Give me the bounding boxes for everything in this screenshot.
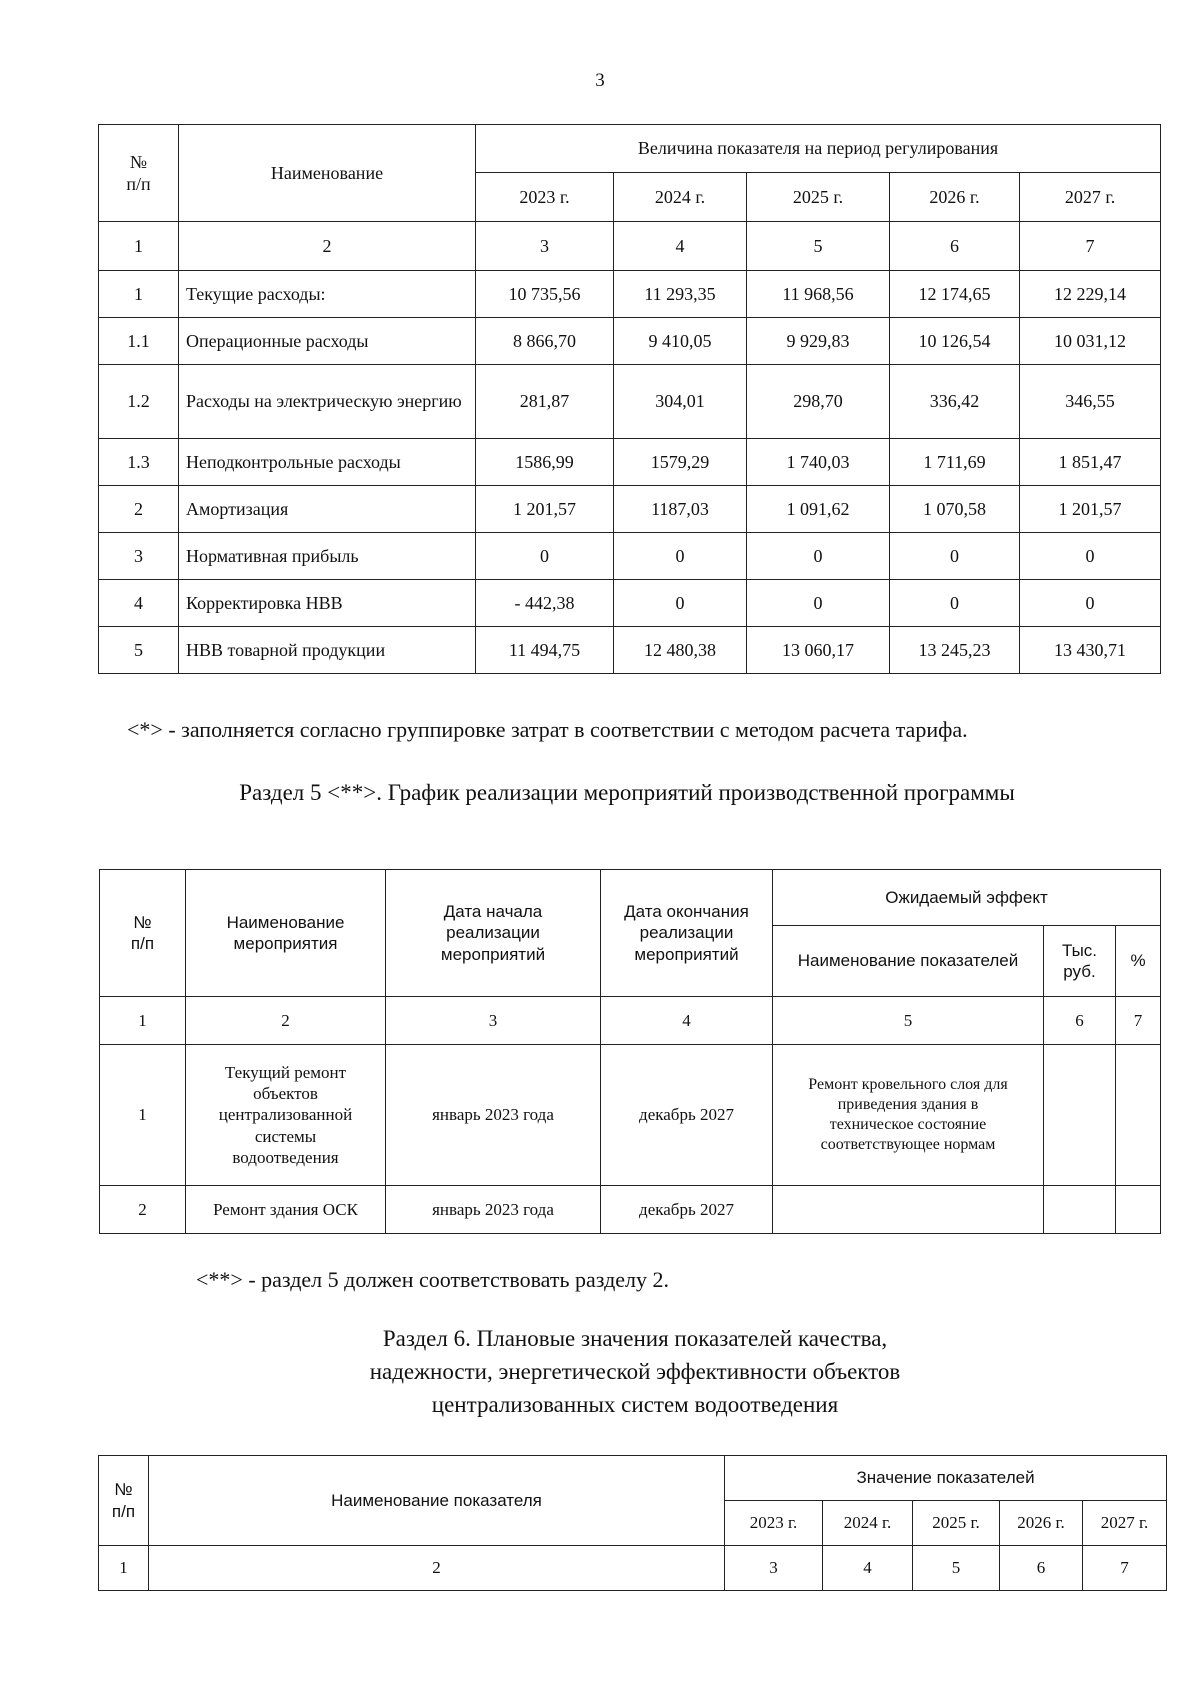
row-percent: [1116, 1186, 1161, 1234]
header-year: 2024 г.: [823, 1501, 913, 1546]
row-start-date: январь 2023 года: [386, 1045, 601, 1186]
row-value: 12 174,65: [890, 271, 1020, 318]
row-value: 10 031,12: [1020, 318, 1161, 365]
row-value: 1 201,57: [476, 486, 614, 533]
header-year: 2027 г.: [1083, 1501, 1167, 1546]
header-year: 2024 г.: [614, 173, 747, 222]
row-value: 10 735,56: [476, 271, 614, 318]
row-value: 346,55: [1020, 365, 1161, 439]
row-value: 13 430,71: [1020, 627, 1161, 674]
row-start-date: январь 2023 года: [386, 1186, 601, 1234]
col-number: 3: [725, 1546, 823, 1591]
col-number: 7: [1020, 222, 1161, 271]
row-measure-name: Текущий ремонт объектов централизованной системы водоотведения: [186, 1045, 386, 1186]
row-num: 1.1: [99, 318, 179, 365]
header-num: № п/п: [99, 1456, 149, 1546]
row-value: 0: [614, 533, 747, 580]
row-name: Операционные расходы: [179, 318, 476, 365]
row-value: 11 968,56: [747, 271, 890, 318]
table-row: [99, 365, 1161, 439]
row-thousand-rub: [1044, 1186, 1116, 1234]
row-value: 0: [1020, 580, 1161, 627]
row-name: Текущие расходы:: [179, 271, 476, 318]
header-indicator-values: Значение показателей: [725, 1456, 1167, 1501]
row-value: 0: [747, 533, 890, 580]
row-num: 3: [99, 533, 179, 580]
row-value: 0: [1020, 533, 1161, 580]
quality-indicators-table: [98, 1455, 1167, 1591]
row-value: 1 070,58: [890, 486, 1020, 533]
header-year: 2026 г.: [890, 173, 1020, 222]
row-value: 0: [476, 533, 614, 580]
col-number: 4: [823, 1546, 913, 1591]
header-indicator-name: Наименование показателя: [149, 1456, 725, 1546]
header-year: 2023 г.: [476, 173, 614, 222]
col-number: 1: [99, 1546, 149, 1591]
row-name: Нормативная прибыль: [179, 533, 476, 580]
row-num: 1: [99, 271, 179, 318]
col-number: 7: [1116, 997, 1161, 1045]
row-value: 9 410,05: [614, 318, 747, 365]
row-percent: [1116, 1045, 1161, 1186]
row-value: - 442,38: [476, 580, 614, 627]
row-value: 1 091,62: [747, 486, 890, 533]
col-number: 6: [890, 222, 1020, 271]
row-num: 1.3: [99, 439, 179, 486]
row-value: 1 711,69: [890, 439, 1020, 486]
section-6-title: Раздел 6. Плановые значения показателей качества, надежности, энергетической эффективности объектов централизованных систем водоотведения: [369, 1326, 901, 1417]
header-year: 2026 г.: [1000, 1501, 1083, 1546]
row-value: 12 480,38: [614, 627, 747, 674]
row-value: 1 851,47: [1020, 439, 1161, 486]
row-value: 11 494,75: [476, 627, 614, 674]
table-row: [99, 486, 1161, 533]
row-value: 9 929,83: [747, 318, 890, 365]
row-value: 298,70: [747, 365, 890, 439]
row-num: 2: [99, 486, 179, 533]
row-value: 0: [747, 580, 890, 627]
col-number: 2: [179, 222, 476, 271]
header-end-date: Дата окончания реализации мероприятий: [601, 870, 773, 997]
table-row: [99, 439, 1161, 486]
column-number-row: [99, 222, 1161, 271]
row-num: 1.2: [99, 365, 179, 439]
row-value: 1586,99: [476, 439, 614, 486]
col-number: 4: [601, 997, 773, 1045]
col-number: 3: [386, 997, 601, 1045]
table-row: [100, 1186, 1161, 1234]
header-num: № п/п: [100, 870, 186, 997]
row-measure-name: Ремонт здания ОСК: [186, 1186, 386, 1234]
header-year: 2027 г.: [1020, 173, 1161, 222]
col-number: 2: [149, 1546, 725, 1591]
row-end-date: декабрь 2027: [601, 1186, 773, 1234]
row-value: 10 126,54: [890, 318, 1020, 365]
row-value: 13 060,17: [747, 627, 890, 674]
row-value: 281,87: [476, 365, 614, 439]
row-value: 336,42: [890, 365, 1020, 439]
row-value: 304,01: [614, 365, 747, 439]
row-indicator: [773, 1186, 1044, 1234]
col-number: 5: [773, 997, 1044, 1045]
footnote-section5: <**> - раздел 5 должен соответствовать разделу 2.: [196, 1267, 670, 1292]
row-value: 12 229,14: [1020, 271, 1161, 318]
col-number: 4: [614, 222, 747, 271]
column-number-row: [99, 1546, 1167, 1591]
row-value: 1579,29: [614, 439, 747, 486]
table-row: [99, 580, 1161, 627]
table-row: [99, 533, 1161, 580]
cost-table: [98, 124, 1161, 674]
header-year: 2025 г.: [747, 173, 890, 222]
header-name: Наименование: [179, 125, 476, 222]
row-end-date: декабрь 2027: [601, 1045, 773, 1186]
header-period: Величина показателя на период регулирования: [476, 125, 1161, 173]
table-row: [99, 271, 1161, 318]
row-value: 0: [890, 580, 1020, 627]
page-number: 3: [595, 70, 605, 91]
col-number: 1: [100, 997, 186, 1045]
col-number: 5: [747, 222, 890, 271]
header-thousand-rub: Тыс. руб.: [1044, 926, 1116, 997]
header-indicator-name: Наименование показателей: [773, 926, 1044, 997]
row-name: Амортизация: [179, 486, 476, 533]
row-indicator: Ремонт кровельного слоя для приведения здания в техническое состояние соответствующее нормам: [773, 1045, 1044, 1186]
row-value: 1 740,03: [747, 439, 890, 486]
header-year: 2023 г.: [725, 1501, 823, 1546]
header-start-date: Дата начала реализации мероприятий: [386, 870, 601, 997]
row-thousand-rub: [1044, 1045, 1116, 1186]
row-value: 1 201,57: [1020, 486, 1161, 533]
schedule-table: [99, 869, 1161, 1234]
column-number-row: [100, 997, 1161, 1045]
header-expected-effect: Ожидаемый эффект: [773, 870, 1161, 926]
footnote-tariff: <*> - заполняется согласно группировке затрат в соответствии с методом расчета тарифа.: [127, 717, 968, 742]
row-num: 2: [100, 1186, 186, 1234]
row-value: 0: [890, 533, 1020, 580]
row-value: 0: [614, 580, 747, 627]
row-value: 11 293,35: [614, 271, 747, 318]
table-row: [100, 1045, 1161, 1186]
col-number: 7: [1083, 1546, 1167, 1591]
row-name: Неподконтрольные расходы: [179, 439, 476, 486]
col-number: 1: [99, 222, 179, 271]
row-num: 1: [100, 1045, 186, 1186]
header-percent: %: [1116, 926, 1161, 997]
row-num: 4: [99, 580, 179, 627]
header-num: № п/п: [99, 125, 179, 222]
table-row: [99, 627, 1161, 674]
col-number: 6: [1044, 997, 1116, 1045]
header-year: 2025 г.: [913, 1501, 1000, 1546]
section-5-title: Раздел 5 <**>. График реализации мероприятий производственной программы: [239, 780, 1015, 805]
header-measure-name: Наименование мероприятия: [186, 870, 386, 997]
row-num: 5: [99, 627, 179, 674]
col-number: 2: [186, 997, 386, 1045]
row-name: Корректировка НВВ: [179, 580, 476, 627]
row-name: Расходы на электрическую энергию: [179, 365, 476, 439]
table-row: [99, 318, 1161, 365]
row-value: 1187,03: [614, 486, 747, 533]
col-number: 3: [476, 222, 614, 271]
col-number: 6: [1000, 1546, 1083, 1591]
col-number: 5: [913, 1546, 1000, 1591]
row-name: НВВ товарной продукции: [179, 627, 476, 674]
row-value: 13 245,23: [890, 627, 1020, 674]
row-value: 8 866,70: [476, 318, 614, 365]
